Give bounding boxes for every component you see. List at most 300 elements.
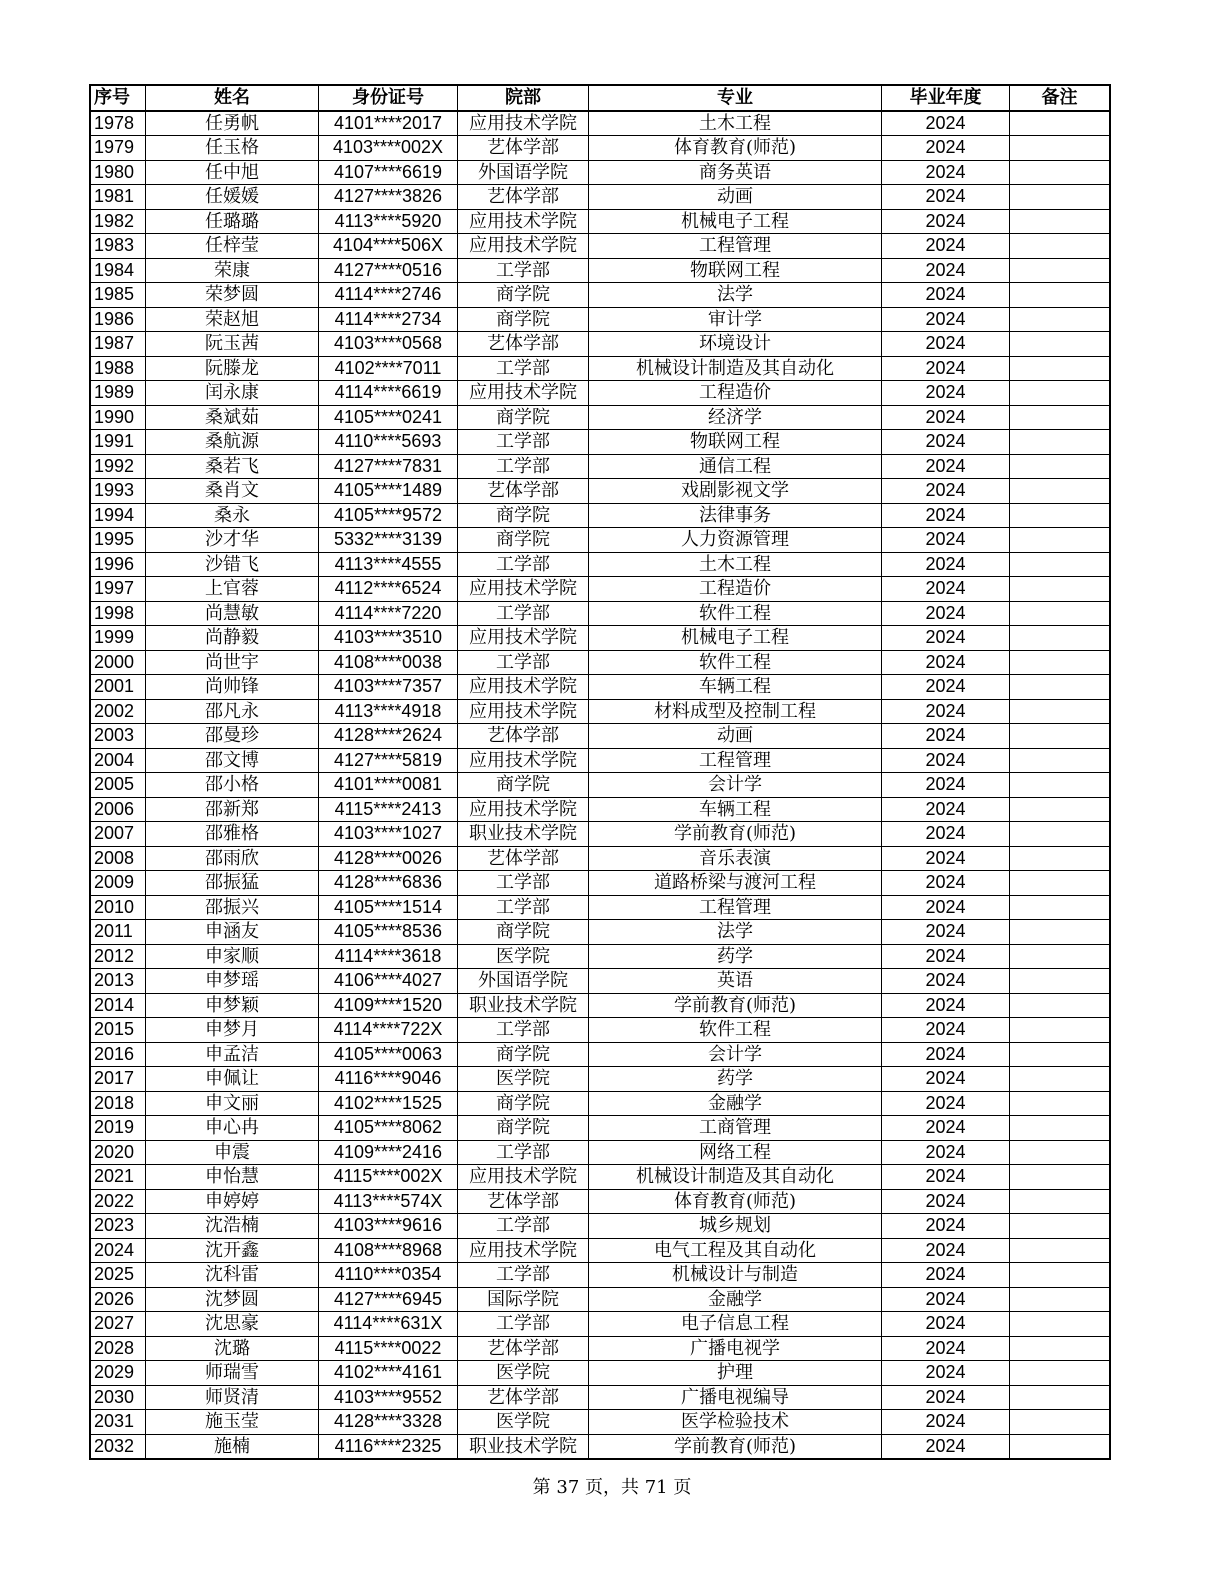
cell-remarks: [1010, 773, 1111, 798]
cell-major: 材料成型及控制工程: [589, 699, 882, 724]
cell-department: 商学院: [458, 1116, 589, 1141]
cell-id-number: 4101****2017: [319, 111, 458, 136]
cell-id-number: 4127****0516: [319, 258, 458, 283]
cell-major: 会计学: [589, 1042, 882, 1067]
cell-seq: 1995: [90, 528, 146, 553]
cell-seq: 1983: [90, 234, 146, 259]
cell-remarks: [1010, 209, 1111, 234]
cell-department: 医学院: [458, 944, 589, 969]
cell-seq: 1992: [90, 454, 146, 479]
cell-id-number: 4102****7011: [319, 356, 458, 381]
cell-seq: 1979: [90, 136, 146, 161]
cell-id-number: 4128****3328: [319, 1410, 458, 1435]
cell-department: 职业技术学院: [458, 1434, 589, 1459]
table-row: [90, 969, 1110, 994]
cell-seq: 2008: [90, 846, 146, 871]
cell-remarks: [1010, 895, 1111, 920]
table-row: [90, 944, 1110, 969]
cell-remarks: [1010, 283, 1111, 308]
cell-department: 商学院: [458, 503, 589, 528]
table-row: [90, 1116, 1110, 1141]
cell-name: 尚慧敏: [146, 601, 319, 626]
cell-id-number: 4128****2624: [319, 724, 458, 749]
cell-seq: 1998: [90, 601, 146, 626]
cell-department: 工学部: [458, 1214, 589, 1239]
cell-graduation-year: 2024: [882, 552, 1010, 577]
cell-seq: 1985: [90, 283, 146, 308]
cell-graduation-year: 2024: [882, 724, 1010, 749]
cell-id-number: 4103****002X: [319, 136, 458, 161]
cell-department: 艺体学部: [458, 1189, 589, 1214]
table-row: [90, 111, 1110, 136]
cell-remarks: [1010, 503, 1111, 528]
cell-graduation-year: 2024: [882, 503, 1010, 528]
cell-seq: 2032: [90, 1434, 146, 1459]
cell-department: 工学部: [458, 601, 589, 626]
cell-major: 物联网工程: [589, 258, 882, 283]
cell-seq: 2009: [90, 871, 146, 896]
cell-department: 应用技术学院: [458, 699, 589, 724]
cell-department: 外国语学院: [458, 969, 589, 994]
cell-remarks: [1010, 111, 1111, 136]
cell-graduation-year: 2024: [882, 1189, 1010, 1214]
cell-graduation-year: 2024: [882, 1018, 1010, 1043]
cell-department: 应用技术学院: [458, 1238, 589, 1263]
cell-id-number: 4107****6619: [319, 160, 458, 185]
cell-name: 任中旭: [146, 160, 319, 185]
cell-major: 城乡规划: [589, 1214, 882, 1239]
cell-department: 艺体学部: [458, 479, 589, 504]
cell-major: 药学: [589, 944, 882, 969]
cell-department: 工学部: [458, 1263, 589, 1288]
cell-remarks: [1010, 822, 1111, 847]
cell-name: 任璐璐: [146, 209, 319, 234]
cell-seq: 1991: [90, 430, 146, 455]
table-row: [90, 1189, 1110, 1214]
cell-name: 沈梦圆: [146, 1287, 319, 1312]
cell-graduation-year: 2024: [882, 944, 1010, 969]
cell-seq: 2028: [90, 1336, 146, 1361]
cell-name: 申文丽: [146, 1091, 319, 1116]
cell-remarks: [1010, 1091, 1111, 1116]
cell-name: 邵雅格: [146, 822, 319, 847]
cell-remarks: [1010, 185, 1111, 210]
cell-remarks: [1010, 846, 1111, 871]
cell-id-number: 4105****9572: [319, 503, 458, 528]
cell-graduation-year: 2024: [882, 895, 1010, 920]
table-row: [90, 1214, 1110, 1239]
cell-remarks: [1010, 1287, 1111, 1312]
cell-remarks: [1010, 675, 1111, 700]
cell-remarks: [1010, 1067, 1111, 1092]
table-row: [90, 626, 1110, 651]
cell-seq: 1999: [90, 626, 146, 651]
table-row: [90, 748, 1110, 773]
cell-department: 职业技术学院: [458, 993, 589, 1018]
cell-id-number: 4113****4918: [319, 699, 458, 724]
cell-id-number: 4128****6836: [319, 871, 458, 896]
cell-id-number: 4127****7831: [319, 454, 458, 479]
cell-remarks: [1010, 1238, 1111, 1263]
cell-department: 艺体学部: [458, 724, 589, 749]
cell-id-number: 4114****631X: [319, 1312, 458, 1337]
cell-name: 闰永康: [146, 381, 319, 406]
cell-seq: 1982: [90, 209, 146, 234]
table-row: [90, 675, 1110, 700]
cell-graduation-year: 2024: [882, 1165, 1010, 1190]
cell-id-number: 4114****722X: [319, 1018, 458, 1043]
cell-name: 申婷婷: [146, 1189, 319, 1214]
cell-seq: 2030: [90, 1385, 146, 1410]
cell-major: 商务英语: [589, 160, 882, 185]
cell-remarks: [1010, 1385, 1111, 1410]
table-row: [90, 332, 1110, 357]
cell-name: 申孟洁: [146, 1042, 319, 1067]
cell-seq: 1980: [90, 160, 146, 185]
cell-department: 医学院: [458, 1067, 589, 1092]
cell-id-number: 4113****5920: [319, 209, 458, 234]
cell-major: 物联网工程: [589, 430, 882, 455]
cell-department: 应用技术学院: [458, 111, 589, 136]
cell-major: 机械设计与制造: [589, 1263, 882, 1288]
graduate-list-sheet: [89, 84, 1111, 1460]
cell-id-number: 4113****574X: [319, 1189, 458, 1214]
table-row: [90, 1140, 1110, 1165]
cell-name: 尚静毅: [146, 626, 319, 651]
table-row: [90, 528, 1110, 553]
cell-seq: 2003: [90, 724, 146, 749]
cell-remarks: [1010, 258, 1111, 283]
cell-remarks: [1010, 699, 1111, 724]
cell-seq: 2024: [90, 1238, 146, 1263]
cell-remarks: [1010, 993, 1111, 1018]
cell-major: 人力资源管理: [589, 528, 882, 553]
cell-id-number: 4105****8062: [319, 1116, 458, 1141]
cell-seq: 2029: [90, 1361, 146, 1386]
cell-id-number: 4103****1027: [319, 822, 458, 847]
cell-major: 电子信息工程: [589, 1312, 882, 1337]
cell-department: 工学部: [458, 454, 589, 479]
cell-graduation-year: 2024: [882, 773, 1010, 798]
cell-graduation-year: 2024: [882, 699, 1010, 724]
table-row: [90, 1410, 1110, 1435]
table-row: [90, 1287, 1110, 1312]
cell-seq: 1997: [90, 577, 146, 602]
cell-seq: 2019: [90, 1116, 146, 1141]
cell-remarks: [1010, 1165, 1111, 1190]
cell-id-number: 4114****6619: [319, 381, 458, 406]
cell-remarks: [1010, 601, 1111, 626]
cell-name: 邵振兴: [146, 895, 319, 920]
cell-seq: 1994: [90, 503, 146, 528]
cell-department: 工学部: [458, 356, 589, 381]
cell-remarks: [1010, 1189, 1111, 1214]
cell-major: 工商管理: [589, 1116, 882, 1141]
cell-id-number: 4103****9552: [319, 1385, 458, 1410]
cell-department: 应用技术学院: [458, 797, 589, 822]
cell-remarks: [1010, 1263, 1111, 1288]
cell-graduation-year: 2024: [882, 111, 1010, 136]
table-row: [90, 871, 1110, 896]
cell-id-number: 4105****0241: [319, 405, 458, 430]
table-row: [90, 1042, 1110, 1067]
cell-remarks: [1010, 626, 1111, 651]
table-row: [90, 797, 1110, 822]
cell-department: 应用技术学院: [458, 209, 589, 234]
table-row: [90, 822, 1110, 847]
table-row: [90, 1312, 1110, 1337]
cell-name: 师瑞雪: [146, 1361, 319, 1386]
table-row: [90, 209, 1110, 234]
cell-seq: 2011: [90, 920, 146, 945]
cell-seq: 2026: [90, 1287, 146, 1312]
cell-department: 国际学院: [458, 1287, 589, 1312]
cell-id-number: 4106****4027: [319, 969, 458, 994]
cell-major: 软件工程: [589, 1018, 882, 1043]
cell-graduation-year: 2024: [882, 136, 1010, 161]
table-row: [90, 479, 1110, 504]
table-row: [90, 724, 1110, 749]
table-row: [90, 1434, 1110, 1459]
cell-name: 阮滕龙: [146, 356, 319, 381]
cell-major: 工程管理: [589, 895, 882, 920]
cell-department: 工学部: [458, 1312, 589, 1337]
cell-seq: 2022: [90, 1189, 146, 1214]
cell-graduation-year: 2024: [882, 1091, 1010, 1116]
cell-major: 电气工程及其自动化: [589, 1238, 882, 1263]
cell-remarks: [1010, 1018, 1111, 1043]
table-row: [90, 1238, 1110, 1263]
cell-name: 施楠: [146, 1434, 319, 1459]
cell-seq: 2010: [90, 895, 146, 920]
cell-name: 邵新郑: [146, 797, 319, 822]
cell-department: 艺体学部: [458, 1385, 589, 1410]
cell-major: 药学: [589, 1067, 882, 1092]
cell-seq: 2012: [90, 944, 146, 969]
cell-remarks: [1010, 1434, 1111, 1459]
cell-department: 艺体学部: [458, 136, 589, 161]
cell-remarks: [1010, 1214, 1111, 1239]
cell-major: 音乐表演: [589, 846, 882, 871]
cell-graduation-year: 2024: [882, 1385, 1010, 1410]
cell-name: 施玉莹: [146, 1410, 319, 1435]
cell-name: 沈思豪: [146, 1312, 319, 1337]
cell-major: 审计学: [589, 307, 882, 332]
cell-major: 车辆工程: [589, 797, 882, 822]
cell-graduation-year: 2024: [882, 650, 1010, 675]
cell-major: 体育教育(师范): [589, 1189, 882, 1214]
cell-graduation-year: 2024: [882, 1140, 1010, 1165]
cell-major: 护理: [589, 1361, 882, 1386]
cell-seq: 2005: [90, 773, 146, 798]
cell-remarks: [1010, 1361, 1111, 1386]
cell-id-number: 4109****2416: [319, 1140, 458, 1165]
cell-id-number: 4116****2325: [319, 1434, 458, 1459]
cell-seq: 2016: [90, 1042, 146, 1067]
cell-remarks: [1010, 1140, 1111, 1165]
table-row: [90, 601, 1110, 626]
table-row: [90, 699, 1110, 724]
table-row: [90, 577, 1110, 602]
cell-id-number: 4102****1525: [319, 1091, 458, 1116]
cell-department: 工学部: [458, 871, 589, 896]
cell-id-number: 4103****9616: [319, 1214, 458, 1239]
cell-graduation-year: 2024: [882, 1410, 1010, 1435]
cell-department: 应用技术学院: [458, 626, 589, 651]
header-department: 院部: [458, 85, 589, 111]
cell-remarks: [1010, 381, 1111, 406]
cell-department: 应用技术学院: [458, 234, 589, 259]
cell-major: 体育教育(师范): [589, 136, 882, 161]
cell-department: 职业技术学院: [458, 822, 589, 847]
cell-graduation-year: 2024: [882, 1263, 1010, 1288]
table-row: [90, 993, 1110, 1018]
cell-name: 沈浩楠: [146, 1214, 319, 1239]
cell-major: 戏剧影视文学: [589, 479, 882, 504]
cell-graduation-year: 2024: [882, 822, 1010, 847]
table-row: [90, 136, 1110, 161]
cell-graduation-year: 2024: [882, 209, 1010, 234]
table-row: [90, 1091, 1110, 1116]
cell-graduation-year: 2024: [882, 1361, 1010, 1386]
cell-seq: 1986: [90, 307, 146, 332]
cell-name: 申家顺: [146, 944, 319, 969]
cell-name: 师贤清: [146, 1385, 319, 1410]
cell-remarks: [1010, 871, 1111, 896]
cell-id-number: 4114****2734: [319, 307, 458, 332]
table-row: [90, 503, 1110, 528]
cell-remarks: [1010, 1116, 1111, 1141]
cell-graduation-year: 2024: [882, 1067, 1010, 1092]
cell-department: 商学院: [458, 1042, 589, 1067]
cell-name: 邵小格: [146, 773, 319, 798]
cell-remarks: [1010, 160, 1111, 185]
header-id-number: 身份证号: [319, 85, 458, 111]
cell-major: 法学: [589, 283, 882, 308]
cell-major: 机械电子工程: [589, 209, 882, 234]
graduate-table: [89, 84, 1111, 1460]
table-row: [90, 920, 1110, 945]
cell-name: 申佩让: [146, 1067, 319, 1092]
cell-name: 任勇帆: [146, 111, 319, 136]
table-row: [90, 185, 1110, 210]
cell-department: 工学部: [458, 552, 589, 577]
cell-name: 邵凡永: [146, 699, 319, 724]
cell-graduation-year: 2024: [882, 430, 1010, 455]
page-footer: 第 37 页，共 71 页: [532, 1477, 692, 1498]
cell-name: 邵文博: [146, 748, 319, 773]
cell-name: 尚世宇: [146, 650, 319, 675]
cell-name: 邵振猛: [146, 871, 319, 896]
cell-seq: 2025: [90, 1263, 146, 1288]
cell-graduation-year: 2024: [882, 1042, 1010, 1067]
cell-seq: 1993: [90, 479, 146, 504]
cell-remarks: [1010, 430, 1111, 455]
table-row: [90, 773, 1110, 798]
cell-name: 申涵友: [146, 920, 319, 945]
cell-name: 任媛媛: [146, 185, 319, 210]
cell-graduation-year: 2024: [882, 381, 1010, 406]
cell-id-number: 4109****1520: [319, 993, 458, 1018]
cell-seq: 1978: [90, 111, 146, 136]
cell-seq: 1981: [90, 185, 146, 210]
cell-seq: 2000: [90, 650, 146, 675]
cell-major: 广播电视编导: [589, 1385, 882, 1410]
cell-department: 商学院: [458, 773, 589, 798]
cell-name: 申梦瑶: [146, 969, 319, 994]
cell-name: 桑若飞: [146, 454, 319, 479]
cell-department: 商学院: [458, 920, 589, 945]
cell-name: 沈璐: [146, 1336, 319, 1361]
cell-department: 商学院: [458, 307, 589, 332]
cell-seq: 2013: [90, 969, 146, 994]
cell-id-number: 4110****5693: [319, 430, 458, 455]
cell-major: 法学: [589, 920, 882, 945]
cell-graduation-year: 2024: [882, 1116, 1010, 1141]
cell-id-number: 5332****3139: [319, 528, 458, 553]
cell-department: 商学院: [458, 1091, 589, 1116]
cell-id-number: 4102****4161: [319, 1361, 458, 1386]
cell-graduation-year: 2024: [882, 846, 1010, 871]
cell-department: 商学院: [458, 283, 589, 308]
cell-seq: 1989: [90, 381, 146, 406]
cell-major: 学前教育(师范): [589, 1434, 882, 1459]
cell-seq: 1988: [90, 356, 146, 381]
cell-seq: 2023: [90, 1214, 146, 1239]
cell-graduation-year: 2024: [882, 1287, 1010, 1312]
cell-id-number: 4114****3618: [319, 944, 458, 969]
table-row: [90, 1336, 1110, 1361]
cell-name: 沙错飞: [146, 552, 319, 577]
table-body: [90, 111, 1110, 1460]
cell-graduation-year: 2024: [882, 1434, 1010, 1459]
cell-major: 道路桥梁与渡河工程: [589, 871, 882, 896]
cell-id-number: 4114****2746: [319, 283, 458, 308]
table-row: [90, 1263, 1110, 1288]
cell-department: 工学部: [458, 258, 589, 283]
cell-major: 广播电视学: [589, 1336, 882, 1361]
table-row: [90, 234, 1110, 259]
cell-major: 机械电子工程: [589, 626, 882, 651]
cell-seq: 2027: [90, 1312, 146, 1337]
cell-major: 动画: [589, 185, 882, 210]
cell-graduation-year: 2024: [882, 1336, 1010, 1361]
cell-id-number: 4112****6524: [319, 577, 458, 602]
cell-seq: 2004: [90, 748, 146, 773]
header-name: 姓名: [146, 85, 319, 111]
cell-seq: 2017: [90, 1067, 146, 1092]
cell-graduation-year: 2024: [882, 993, 1010, 1018]
cell-major: 工程造价: [589, 381, 882, 406]
cell-major: 工程造价: [589, 577, 882, 602]
cell-graduation-year: 2024: [882, 675, 1010, 700]
cell-id-number: 4116****9046: [319, 1067, 458, 1092]
cell-major: 金融学: [589, 1091, 882, 1116]
table-row: [90, 258, 1110, 283]
cell-name: 阮玉茜: [146, 332, 319, 357]
cell-remarks: [1010, 797, 1111, 822]
cell-id-number: 4108****0038: [319, 650, 458, 675]
cell-remarks: [1010, 528, 1111, 553]
header-graduation-year: 毕业年度: [882, 85, 1010, 111]
cell-name: 邵雨欣: [146, 846, 319, 871]
cell-major: 通信工程: [589, 454, 882, 479]
cell-remarks: [1010, 748, 1111, 773]
cell-graduation-year: 2024: [882, 577, 1010, 602]
cell-name: 上官蓉: [146, 577, 319, 602]
cell-department: 医学院: [458, 1361, 589, 1386]
header-seq: 序号: [90, 85, 146, 111]
